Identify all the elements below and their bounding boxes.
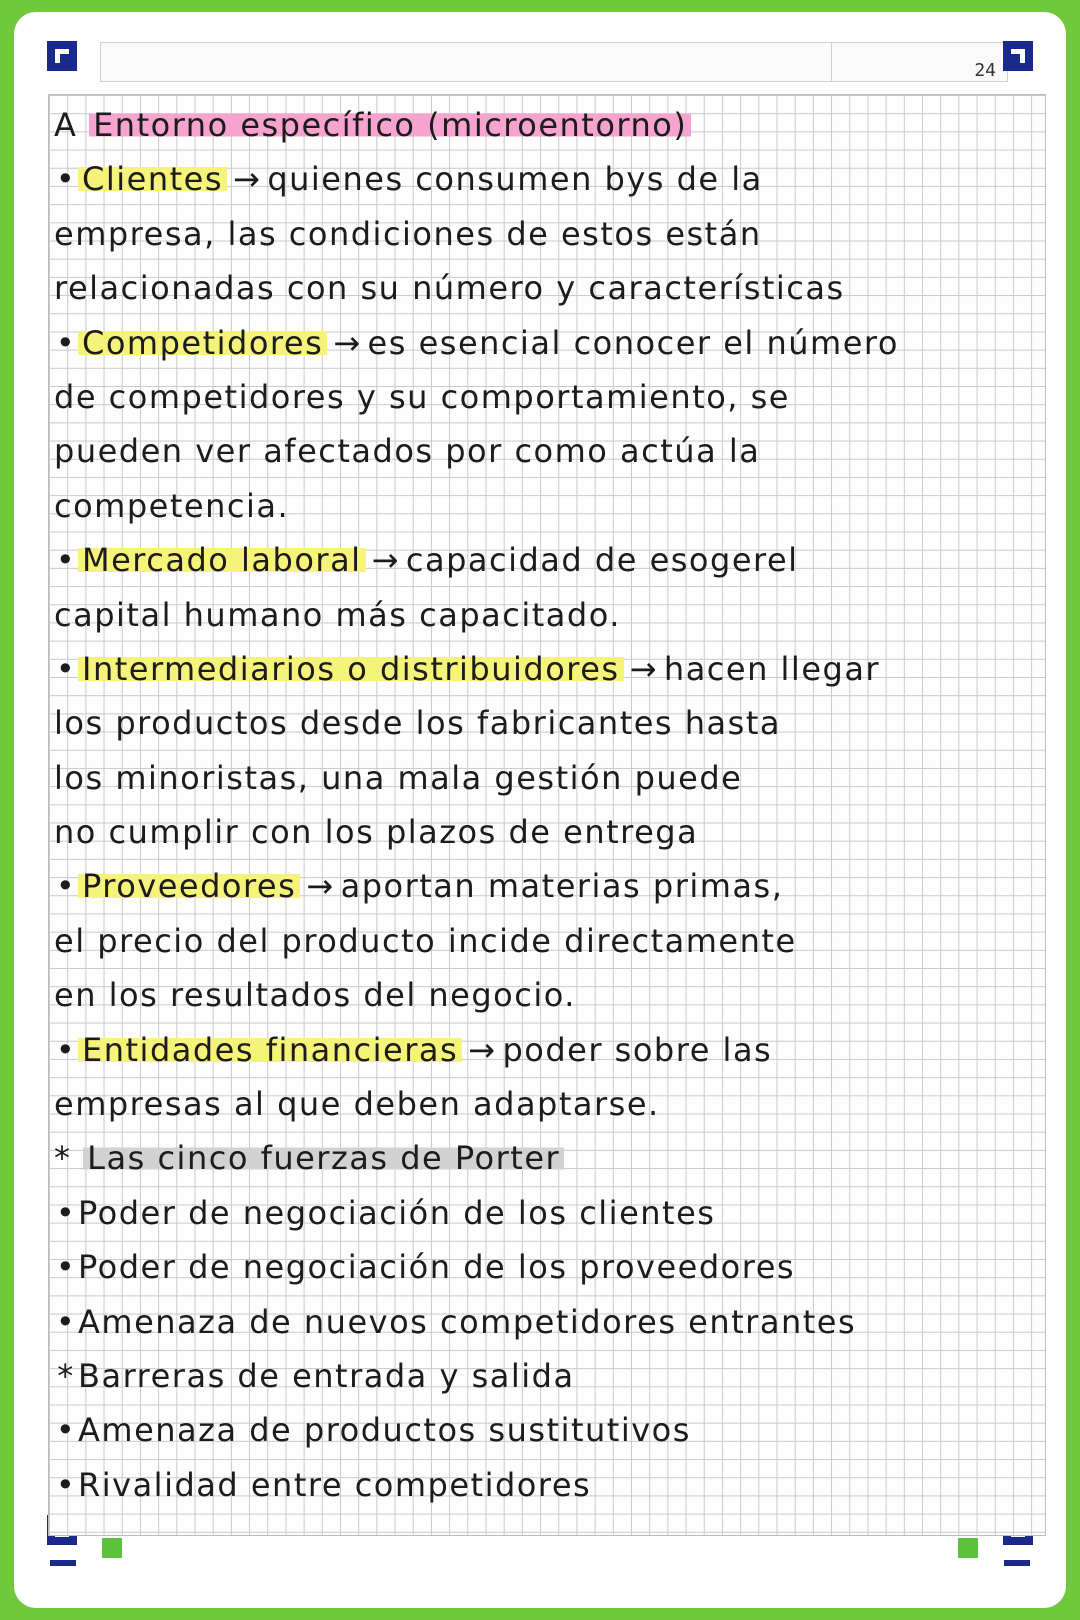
bullet-icon: • [55, 323, 77, 362]
arrow-icon: → [306, 867, 335, 906]
bullet-icon: • [55, 160, 77, 199]
text-line: los minoristas, una mala gestión puede [54, 758, 743, 797]
term-mercado-laboral: Mercado laboral [78, 541, 366, 579]
bullet-icon: • [55, 1248, 77, 1287]
green-square-mark [102, 1538, 122, 1558]
bullet-icon: • [55, 867, 77, 906]
porter-item: Poder de negociación de los clientes [78, 1193, 716, 1232]
list-item [54, 316, 1034, 370]
porter-item: Rivalidad entre competidores [78, 1465, 592, 1504]
header-divider [831, 43, 832, 81]
porter-item: Barreras de entrada y salida [78, 1356, 575, 1395]
bullet-icon: • [55, 649, 77, 688]
term-competidores: Competidores [78, 324, 327, 362]
text-line: quienes consumen bys de la [267, 160, 763, 199]
notebook-page [14, 12, 1066, 1608]
notes-title-line [54, 98, 1034, 152]
list-item [54, 642, 1034, 696]
text-line: aportan materias primas, [340, 867, 784, 906]
star-icon: * [57, 1356, 75, 1395]
list-item [54, 1240, 1034, 1294]
text-line: de competidores y su comportamiento, se [54, 377, 790, 416]
text-line: es esencial conocer el número [367, 323, 899, 362]
list-item [54, 1186, 1034, 1240]
term-clientes: Clientes [78, 160, 227, 198]
notes-title: Entorno específico (microentorno) [89, 106, 691, 144]
text-line: capital humano más capacitado. [54, 595, 621, 634]
handwritten-notes [54, 98, 1034, 1512]
corner-dash [1004, 1560, 1030, 1566]
bullet-icon: • [55, 1465, 77, 1504]
list-item [54, 859, 1034, 913]
text-line: los productos desde los fabricantes hasta [54, 704, 781, 743]
corner-dash [50, 1560, 76, 1566]
corner-mark-icon [1002, 40, 1034, 72]
title-marker: A [54, 106, 78, 144]
green-square-mark [958, 1538, 978, 1558]
page-number: 24 [974, 60, 996, 81]
porter-item: Amenaza de productos sustitutivos [78, 1411, 691, 1450]
arrow-icon: → [468, 1030, 497, 1069]
arrow-icon: → [371, 541, 400, 580]
list-item [54, 1023, 1034, 1077]
text-line: competencia. [54, 486, 290, 525]
porter-item: Amenaza de nuevos competidores entrantes [78, 1302, 857, 1341]
text-line: empresas al que deben adaptarse. [54, 1085, 660, 1124]
arrow-icon: → [333, 323, 362, 362]
bullet-icon: • [55, 541, 77, 580]
bullet-icon: • [55, 1411, 77, 1450]
arrow-icon: → [629, 649, 658, 688]
header-bar [100, 42, 1008, 82]
porter-title-line [54, 1131, 1034, 1185]
text-line: en los resultados del negocio. [54, 976, 576, 1015]
term-intermediarios: Intermediarios o distribuidores [78, 650, 624, 688]
text-line: poder sobre las [502, 1030, 773, 1069]
list-item [54, 1295, 1034, 1349]
text-line: el precio del producto incide directamente [54, 921, 797, 960]
bullet-icon: • [55, 1302, 77, 1341]
text-line: pueden ver afectados por como actúa la [54, 432, 761, 471]
term-proveedores: Proveedores [78, 867, 300, 905]
list-item [54, 533, 1034, 587]
arrow-icon: → [233, 160, 262, 199]
text-line: hacen llegar [663, 649, 881, 688]
list-item [54, 1349, 1034, 1403]
text-line: empresa, las condiciones de estos están [54, 214, 762, 253]
text-line: relacionadas con su número y características [54, 269, 845, 308]
text-line: no cumplir con los plazos de entrega [54, 813, 699, 852]
list-item [54, 152, 1034, 206]
porter-title: Las cinco fuerzas de Porter [83, 1139, 564, 1177]
star-icon: * [54, 1139, 72, 1178]
text-line: capacidad de esogerel [405, 541, 799, 580]
corner-mark-icon [46, 40, 78, 72]
list-item [54, 1403, 1034, 1457]
list-item [54, 1458, 1034, 1512]
bullet-icon: • [55, 1193, 77, 1232]
bullet-icon: • [55, 1030, 77, 1069]
term-entidades-financieras: Entidades financieras [78, 1031, 462, 1069]
porter-item: Poder de negociación de los proveedores [78, 1248, 796, 1287]
